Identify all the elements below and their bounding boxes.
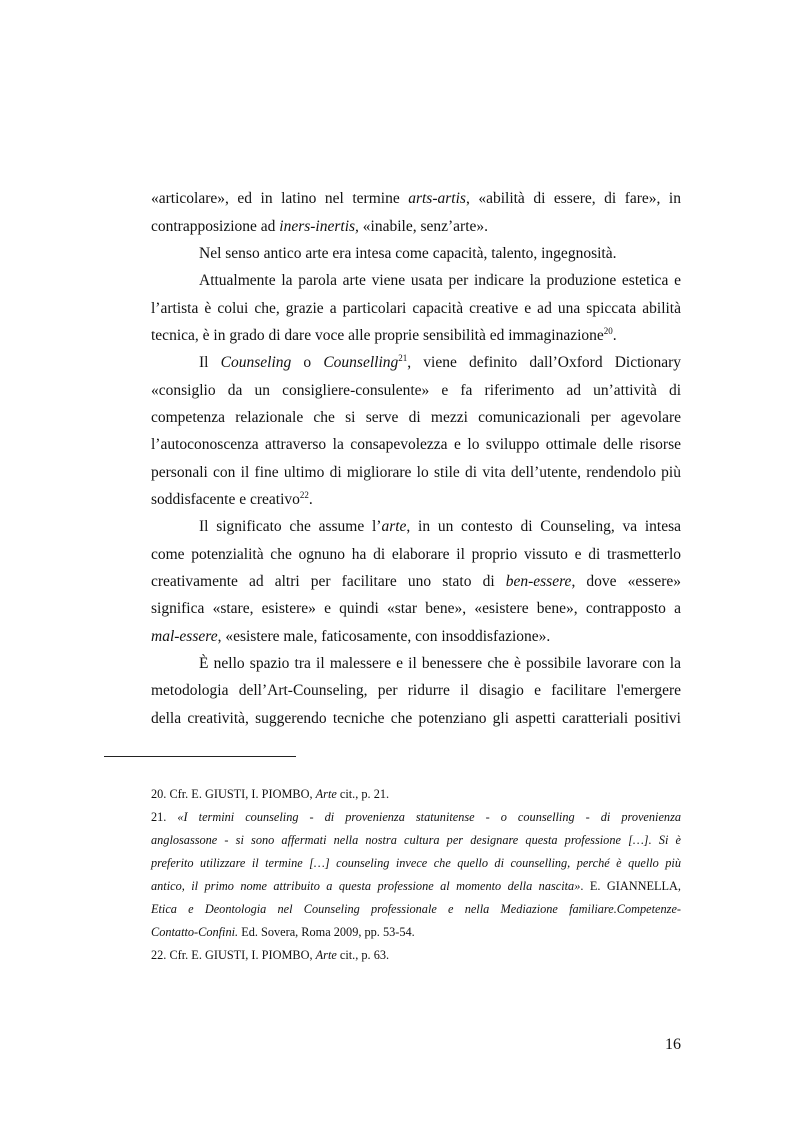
footnote-22: 22. Cfr. E. GIUSTI, I. PIOMBO, Arte cit., p. 63.: [151, 948, 390, 962]
footnote-20: 20. Cfr. E. GIUSTI, I. PIOMBO, Arte cit., p. 21.: [151, 787, 390, 801]
footnote-ref[interactable]: 21: [398, 352, 408, 363]
body-line: Il significato che assume l’arte, in un contesto di Counseling, va intesa: [199, 518, 681, 535]
body-line: È nello spazio tra il malessere e il benessere che è possibile lavorare con la: [199, 655, 681, 672]
body-line: metodologia dell’Art-Counseling, per ridurre il disagio e facilitare l'emergere: [151, 682, 681, 699]
body-line: della creatività, suggerendo tecniche che potenziano gli aspetti caratteriali positivi: [151, 710, 681, 727]
footnote-21-line: preferito utilizzare il termine […] counseling invece che quello di counselling, perché è quello più: [151, 856, 681, 870]
footnote-21-line: Etica e Deontologia nel Counseling professionale e nella Mediazione familiare.Competenze-: [151, 902, 681, 916]
body-line: l’autoconoscenza attraverso la consapevolezza e lo sviluppo ottimale delle risorse: [151, 436, 681, 453]
body-line: Il Counseling o Counselling$^{21}$, viene definito dall’Oxford Dictionary: [199, 352, 682, 371]
body-line: creativamente ad altri per facilitare uno stato di ben-essere, dove «essere»: [151, 573, 682, 590]
body-line: Attualmente la parola arte viene usata per indicare la produzione estetica e: [199, 272, 681, 289]
body-line: competenza relazionale che si serve di mezzi comunicazionali per agevolare: [151, 409, 681, 426]
body-line: significa «stare, esistere» e quindi «star bene», «esistere bene», contrapposto a: [151, 600, 681, 617]
footnote-separator: [104, 756, 296, 757]
body-line: soddisfacente e creativo$^{22}$.: [151, 489, 313, 508]
body-line: l’artista è colui che, grazie a particolari capacità creative e ad una spiccata abilità: [151, 300, 681, 317]
body-line: mal-essere, «esistere male, faticosamente, con insoddisfazione».: [151, 628, 551, 645]
footnote-21-line: Contatto-Confini. Ed. Sovera, Roma 2009, pp. 53-54.: [151, 925, 415, 939]
body-line: Nel senso antico arte era intesa come capacità, talento, ingegnosità.: [199, 245, 617, 262]
footnote-21: 21. «I termini counseling - di provenienza statunitense - o counselling - di provenienza: [151, 810, 682, 824]
body-line: «articolare», ed in latino nel termine arts-artis, «abilità di essere, di fare», in: [151, 190, 681, 207]
body-line: «consiglio da un consigliere-consulente» e fa riferimento ad un’attività di: [151, 382, 681, 399]
footnote-ref[interactable]: 22: [299, 489, 309, 500]
body-line: come potenzialità che ognuno ha di elaborare il proprio vissuto e di trasmetterlo: [151, 546, 681, 563]
page-number: 16: [665, 1036, 681, 1053]
body-line: tecnica, è in grado di dare voce alle proprie sensibilità ed immaginazione$^{20}$.: [151, 325, 617, 344]
body-line: personali con il fine ultimo di migliorare lo stile di vita dell’utente, rendendolo più: [151, 464, 681, 481]
body-line: contrapposizione ad iners-inertis, «inabile, senz’arte».: [151, 218, 489, 235]
footnote-21-line: antico, il primo nome attribuito a questa professione al momento della nascita». E. GIANNELLA,: [151, 879, 681, 893]
footnote-21-line: anglosassone - si sono affermati nella nostra cultura per designare questa professione […]. Si è: [151, 833, 681, 847]
footnote-ref[interactable]: 20: [603, 325, 613, 336]
